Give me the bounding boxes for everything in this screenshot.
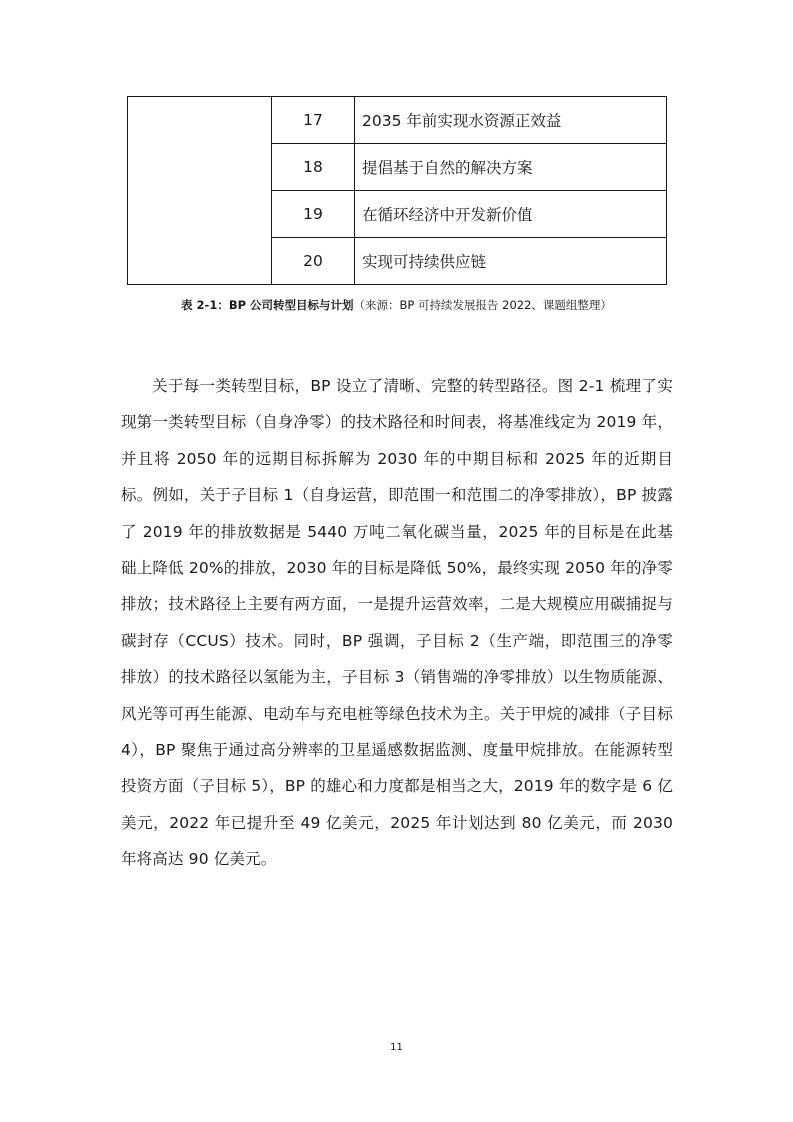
body-paragraph: 关于每一类转型目标，BP 设立了清晰、完整的转型路径。图 2-1 梳理了实现第一类转型目标（自身净零）的技术路径和时间表，将基准线定为 2019 年，并且将 2050 年的远期目标拆解为 2030 年的中期目标和 2025 年的近期目标。例如，关于子目标 1（自身运营，即范围一和范围二的净零排放），BP 披露了 2019 年的排放数据是 5440 万吨二氧化碳当量，2025 年的目标是在此基础上降低 20%的排放，2030 年的目标是降低 50%，最终实现 2050 年的净零排放；技术路径上主要有两方面，一是提升运营效率，二是大规模应用碳捕捉与碳封存（CCUS）技术。同时，BP 强调，子目标 2（生产端，即范围三的净零排放）的技术路径以氢能为主，子目标 3（销售端的净零排放）以生物质能源、风光等可再生能源、电动车与充电桩等绿色技术为主。关于甲烷的减排（子目标 4），BP 聚焦于通过高分辨率的卫星遥感数据监测、度量甲烷排放。在能源转型投资方面（子目标 5），BP 的雄心和力度都是相当之大，2019 年的数字是 6 亿美元，2022 年已提升至 49 亿美元，2025 年计划达到 80 亿美元，而 2030 年将高达 90 亿美元。 (121, 377, 673, 869)
goal-number: 18 (272, 144, 355, 191)
caption-title: 表 2-1：BP 公司转型目标与计划 (181, 298, 354, 312)
goal-number: 17 (272, 97, 355, 144)
page-number: 11 (390, 1042, 403, 1053)
table-row (128, 97, 667, 144)
category-cell (128, 97, 272, 285)
goal-text: 2035 年前实现水资源正效益 (355, 97, 667, 144)
goal-number: 20 (272, 238, 355, 285)
goals-table (127, 96, 667, 285)
goal-text: 实现可持续供应链 (355, 238, 667, 285)
caption-source: （来源：BP 可持续发展报告 2022、课题组整理） (353, 298, 612, 312)
goal-text: 提倡基于自然的解决方案 (355, 144, 667, 191)
goal-text: 在循环经济中开发新价值 (355, 191, 667, 238)
table-caption (0, 297, 793, 313)
goal-number: 19 (272, 191, 355, 238)
